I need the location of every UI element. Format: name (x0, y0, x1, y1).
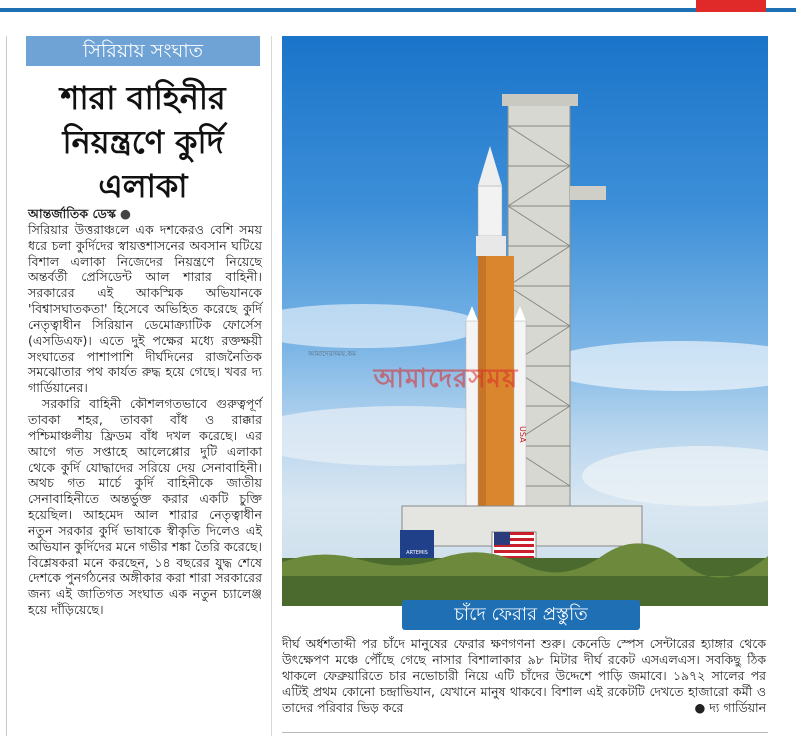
credit-bullet: ● (694, 700, 706, 715)
rocket-photo (282, 36, 768, 606)
photo-caption-tag: চাঁদে ফেরার প্রস্তুতি (402, 600, 640, 630)
watermark-small: আমাদেরসময়.কম (308, 350, 357, 358)
dateline: আন্তর্জাতিক ডেস্ক (28, 206, 116, 221)
top-rule (0, 8, 796, 12)
rocket-illustration (282, 36, 768, 606)
column-divider (271, 36, 272, 736)
paragraph-1-text: সিরিয়ার উত্তরাঞ্চলে এক দশকেরও বেশি সময় ধরে চলা কুর্দিদের স্বায়ত্তশাসনের অবসান ঘটিয়ে বিশাল এলাকা নিজেদের নিয়ন্ত্রণে নিয়েছে অন্তর্বর্তী প্রেসিডেন্ট আল শারার বাহিনী। সরকারের এই আকস্মিক অভিযানকে 'বিশ্বাসঘাতকতা' হিসেবে অভিহিত করেছে কুর্দি নেতৃত্বাধীন সিরিয়ান ডেমোক্র্যাটিক ফোর্সেস (এসডিএফ)। এতে দুই পক্ষের মধ্যে রক্তক্ষয়ী সংঘাতের পাশাপাশি দীর্ঘদিনের রাজনৈতিক সমঝোতার পথ কার্যত রুদ্ধ হয়ে গেছে। খবর দ্য গার্ডিয়ানের। (28, 221, 262, 396)
top-red-tab (696, 0, 766, 12)
section-kicker: সিরিয়ায় সংঘাত (26, 36, 260, 66)
artemis-text: ARTEMIS (406, 550, 428, 556)
dateline-bullet: ● (120, 206, 132, 221)
watermark: আমাদেরসময় (373, 364, 519, 394)
american-flag (494, 532, 534, 558)
bottom-rule (282, 732, 768, 733)
article-body (28, 206, 262, 618)
article-headline: শারা বাহিনীর নিয়ন্ত্রণে কুর্দি এলাকা (60, 79, 226, 205)
caption-body: দীর্ঘ অর্ধশতাব্দী পর চাঁদে মানুষের ফেরার ক্ষণগণনা শুরু। কেনেডি স্পেস সেন্টারের হ্যাঙ্গার থেকে উৎক্ষেপণ মঞ্চে পৌঁছে গেছে নাসার বিশালাকার ৯৮ মিটার দীর্ঘ রকেট এসএলএস। সবকিছু ঠিক থাকলে ফেব্রুয়ারিতে চার নভোচারী নিয়ে এটি চাঁদের উদ্দেশে পাড়ি জমাবে। ১৯৭২ সালের পর এটিই প্রথম কোনো চন্দ্রাভিযান, যেখানে মানুষ থাকবে। বিশাল এই রকেটটি দেখতে হাজারো কর্মী ও তাদের পরিবার ভিড় করে (282, 636, 766, 715)
usa-text: USA (518, 426, 527, 443)
article-paragraph-1 (28, 206, 262, 396)
article-paragraph-2: সরকারি বাহিনী কৌশলগতভাবে গুরুত্বপূর্ণ তাবকা শহর, তাবকা বাঁধ ও রাক্কার পশ্চিমাঞ্চলীয় ফ্রিডম বাঁধ দখল করেছে। এর আগে গত সপ্তাহে আলেপ্পোর দুটি এলাকা থেকে কুর্দি যোদ্ধাদের সরিয়ে দেয় সেনাবাহিনী। অথচ গত মার্চে কুর্দি বাহিনীকে জাতীয় সেনাবাহিনীতে অন্তর্ভুক্ত করার একটি চুক্তি হয়েছিল। আহমেদ আল শারার নেতৃত্বাধীন নতুন সরকার কুর্দি ভাষাকে স্বীকৃতি দিলেও এই অভিযান কুর্দিদের মনে গভীর শঙ্কা তৈরি করেছে। বিশ্লেষকরা মনে করছেন, ১৪ বছরের যুদ্ধ শেষে দেশকে পুনর্গঠনের অঙ্গীকার করা শারা সরকারের জন্য এই জাতিগত সংঘাত এক নতুন চ্যালেঞ্জ হয়ে দাঁড়িয়েছে। (28, 396, 262, 618)
left-column-edge (0, 36, 7, 736)
caption-credit (695, 700, 766, 716)
photo-caption (282, 636, 766, 716)
credit-text: দ্য গার্ডিয়ান (709, 700, 766, 715)
